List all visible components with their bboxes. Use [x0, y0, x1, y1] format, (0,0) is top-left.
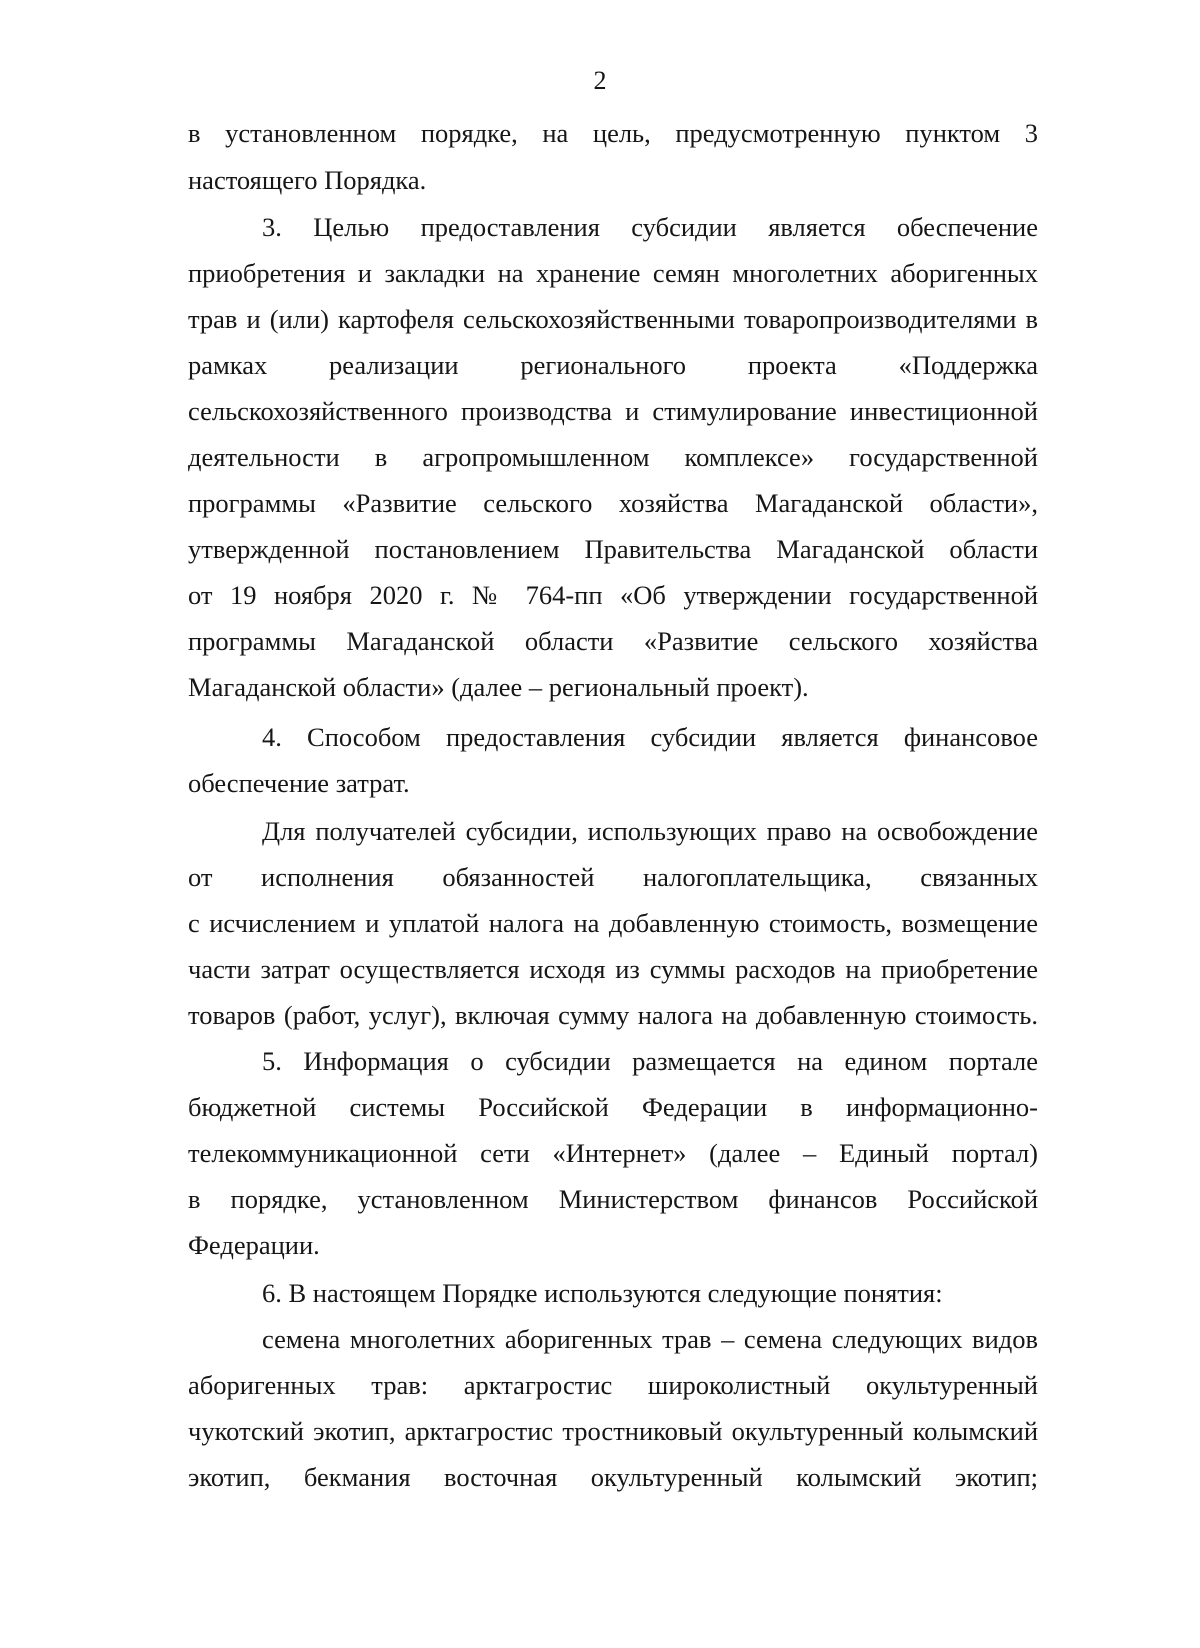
text-line-5: трав и (или) картофеля сельскохозяйственными товаропроизводителями в	[188, 304, 1038, 334]
text-line-22: бюджетной системы Российской Федерации в информационно-	[188, 1092, 1038, 1122]
page-number: 2	[593, 66, 607, 95]
text-line-2: настоящего Порядка.	[188, 165, 427, 195]
text-line-15: обеспечение затрат.	[188, 768, 410, 798]
text-line-8: деятельности в агропромышленном комплексе» государственной	[188, 442, 1038, 472]
text-line-21: 5. Информация о субсидии размещается на едином портале	[262, 1046, 1038, 1076]
text-line-4: приобретения и закладки на хранение семян многолетних аборигенных	[188, 258, 1038, 288]
text-line-28: аборигенных трав: арктагростис широколистный окультуренный	[188, 1370, 1038, 1400]
text-line-16: Для получателей субсидии, использующих право на освобождение	[262, 816, 1038, 846]
text-line-12: программы Магаданской области «Развитие сельского хозяйства	[188, 626, 1038, 656]
text-line-29: чукотский экотип, арктагростис тростниковый окультуренный колымский	[188, 1416, 1038, 1446]
text-line-10: утвержденной постановлением Правительства Магаданской области	[188, 534, 1038, 564]
text-line-30: экотип, бекмания восточная окультуренный колымский экотип;	[188, 1462, 1038, 1492]
text-line-26: 6. В настоящем Порядке используются следующие понятия:	[262, 1278, 943, 1308]
text-line-3: 3. Целью предоставления субсидии является обеспечение	[262, 212, 1038, 242]
text-line-27: семена многолетних аборигенных трав – семена следующих видов	[262, 1324, 1038, 1354]
text-line-14: 4. Способом предоставления субсидии является финансовое	[262, 722, 1038, 752]
text-line-11: от 19 ноября 2020 г. № 764-пп «Об утверждении государственной	[188, 580, 1038, 610]
text-line-23: телекоммуникационной сети «Интернет» (далее – Единый портал)	[188, 1138, 1038, 1168]
text-line-18: с исчислением и уплатой налога на добавленную стоимость, возмещение	[188, 908, 1038, 938]
text-line-19: части затрат осуществляется исходя из суммы расходов на приобретение	[188, 954, 1038, 984]
text-line-17: от исполнения обязанностей налогоплательщика, связанных	[188, 862, 1038, 892]
text-line-6: рамках реализации регионального проекта «Поддержка	[188, 350, 1038, 380]
text-line-24: в порядке, установленном Министерством финансов Российской	[188, 1184, 1038, 1214]
text-line-25: Федерации.	[188, 1230, 320, 1260]
text-line-7: сельскохозяйственного производства и стимулирование инвестиционной	[188, 396, 1038, 426]
text-line-20: товаров (работ, услуг), включая сумму налога на добавленную стоимость.	[188, 1000, 1038, 1030]
text-line-1: в установленном порядке, на цель, предусмотренную пунктом 3	[188, 118, 1038, 148]
text-line-9: программы «Развитие сельского хозяйства Магаданской области»,	[188, 488, 1038, 518]
text-line-13: Магаданской области» (далее – региональный проект).	[188, 672, 809, 702]
